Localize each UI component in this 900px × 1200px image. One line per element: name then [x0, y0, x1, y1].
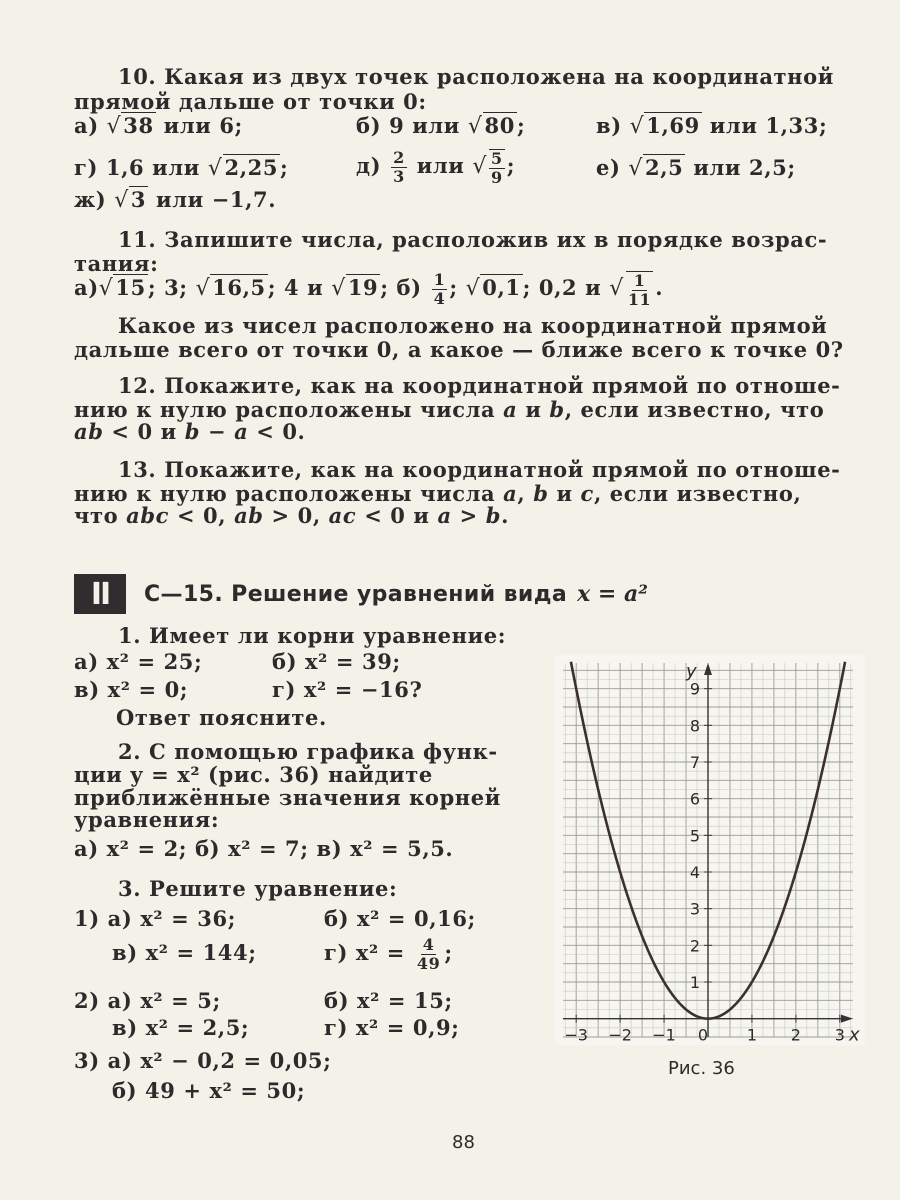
- p13-line2: нию к нулю расположены числа a, b и c, если известно,: [74, 481, 802, 506]
- p10-row2-d: д) $\frac{2}{3}$ или √ $\frac{5}{9}$ ;: [356, 148, 516, 187]
- p12-line3: ab < 0 и b − a < 0.: [74, 419, 306, 444]
- p10-title-cont: прямой дальше от точки 0:: [74, 89, 427, 114]
- page-number: 88: [452, 1132, 475, 1153]
- x-tick-label: −2: [608, 1025, 632, 1045]
- p11-numbers: а)√15; 3; √16,5; 4 и √19; б) $\frac{1}{4}$ ; √0,1; 0,2 и √ $\frac{1}{11}$ .: [74, 270, 664, 309]
- e1-title: 1. Имеет ли корни уравнение:: [118, 623, 507, 648]
- section-badge: II: [74, 574, 126, 614]
- p10-title: 10. Какая из двух точек расположена на координатной: [118, 64, 834, 89]
- p12-line1: 12. Покажите, как на координатной прямой по отноше-: [118, 373, 841, 398]
- sqrt-80: √80: [467, 113, 515, 139]
- p10-row1-v: в) √1,69 или 1,33;: [596, 113, 828, 139]
- y-tick-label: 4: [689, 863, 700, 882]
- y-tick-label: 1: [689, 973, 700, 992]
- y-tick-label: 8: [689, 716, 700, 736]
- y-tick-label: 3: [689, 899, 700, 919]
- x-tick-label: −1: [652, 1025, 676, 1045]
- e3-r4b: г) x² = 0,9;: [324, 1015, 460, 1040]
- x-axis-label: x: [849, 1024, 860, 1045]
- x-tick-label: 0: [697, 1025, 709, 1045]
- e2-line1: 2. С помощью графика функ-: [118, 739, 498, 764]
- p12-line2: нию к нулю расположены числа a и b, если известно, что: [74, 397, 825, 422]
- p11-title-cont: тания:: [74, 251, 159, 276]
- p11-title: 11. Запишите числа, расположив их в порядке возрас-: [118, 227, 828, 252]
- e3-r2b: г) x² = $\frac{4}{49}$ ;: [324, 935, 453, 973]
- e2-line4: уравнения:: [74, 807, 220, 832]
- section-title: С—15. Решение уравнений вида: [144, 581, 568, 607]
- y-tick-label: 7: [689, 753, 700, 772]
- e1-v: в) x² = 0;: [74, 677, 189, 702]
- e3-r2a: в) x² = 144;: [112, 940, 257, 965]
- e1-note: Ответ поясните.: [116, 705, 327, 730]
- p13-line3: что abc < 0, ab > 0, ac < 0 и a > b.: [74, 503, 509, 528]
- x-tick-label: −3: [564, 1025, 588, 1045]
- e3-r6: б) 49 + x² = 50;: [112, 1078, 306, 1103]
- e1-g: г) x² = −16?: [272, 677, 423, 702]
- e3-r4a: в) x² = 2,5;: [112, 1015, 250, 1040]
- figure-caption: Рис. 36: [668, 1058, 735, 1079]
- e1-b: б) x² = 39;: [272, 649, 401, 674]
- section-formula: x = a²: [577, 581, 648, 607]
- p10-row1: а) √38 или 6;: [74, 113, 243, 139]
- sqrt-38: √38: [106, 113, 154, 139]
- p13-line1: 13. Покажите, как на координатной прямой по отноше-: [118, 457, 841, 482]
- sqrt-1-69: √1,69: [629, 113, 700, 139]
- p11-question: Какое из чисел расположено на координатной прямой: [118, 313, 828, 338]
- e3-r3a: 2) а) x² = 5;: [74, 988, 221, 1013]
- section-heading: [74, 574, 648, 614]
- e3-r1b: б) x² = 0,16;: [324, 906, 476, 931]
- fraction-5-9: $\frac{5}{9}$: [491, 148, 503, 187]
- x-tick-label: 2: [790, 1025, 801, 1045]
- p10-row2-g: г) 1,6 или √2,25;: [74, 155, 289, 181]
- sqrt-2-5: √2,5: [628, 155, 684, 181]
- y-tick-label: 6: [689, 789, 700, 809]
- sqrt-2-25: √2,25: [207, 155, 279, 181]
- p10-row1-b: б) 9 или √80;: [356, 113, 526, 139]
- fraction-2-3: $\frac{2}{3}$: [393, 148, 405, 186]
- y-tick-label: 2: [689, 936, 700, 956]
- x-tick-label: 3: [834, 1025, 845, 1045]
- p11-question-cont: дальше всего от точки 0, а какое — ближе всего к точке 0?: [74, 337, 844, 362]
- x-tick-label: 1: [746, 1025, 758, 1045]
- e3-r1a: 1) а) x² = 36;: [74, 906, 237, 931]
- p10-row2-e: е) √2,5 или 2,5;: [596, 155, 796, 181]
- sqrt-3: √3: [114, 187, 147, 213]
- y-tick-label: 9: [689, 679, 700, 699]
- parabola-chart: [555, 655, 865, 1045]
- e1-a: а) x² = 25;: [74, 649, 203, 674]
- y-tick-label: 5: [689, 826, 700, 846]
- e2-line2: ции y = x² (рис. 36) найдите: [74, 762, 433, 787]
- e2-line3: приближённые значения корней: [74, 785, 501, 810]
- e3-title: 3. Решите уравнение:: [118, 876, 398, 901]
- e3-r5: 3) а) x² − 0,2 = 0,05;: [74, 1048, 332, 1073]
- e3-r3b: б) x² = 15;: [324, 988, 453, 1013]
- p10-row3-zh: ж) √3 или −1,7.: [74, 187, 277, 213]
- e2-line5: а) x² = 2; б) x² = 7; в) x² = 5,5.: [74, 836, 454, 861]
- y-axis-label: y: [686, 661, 697, 682]
- chart-background: [555, 655, 865, 1045]
